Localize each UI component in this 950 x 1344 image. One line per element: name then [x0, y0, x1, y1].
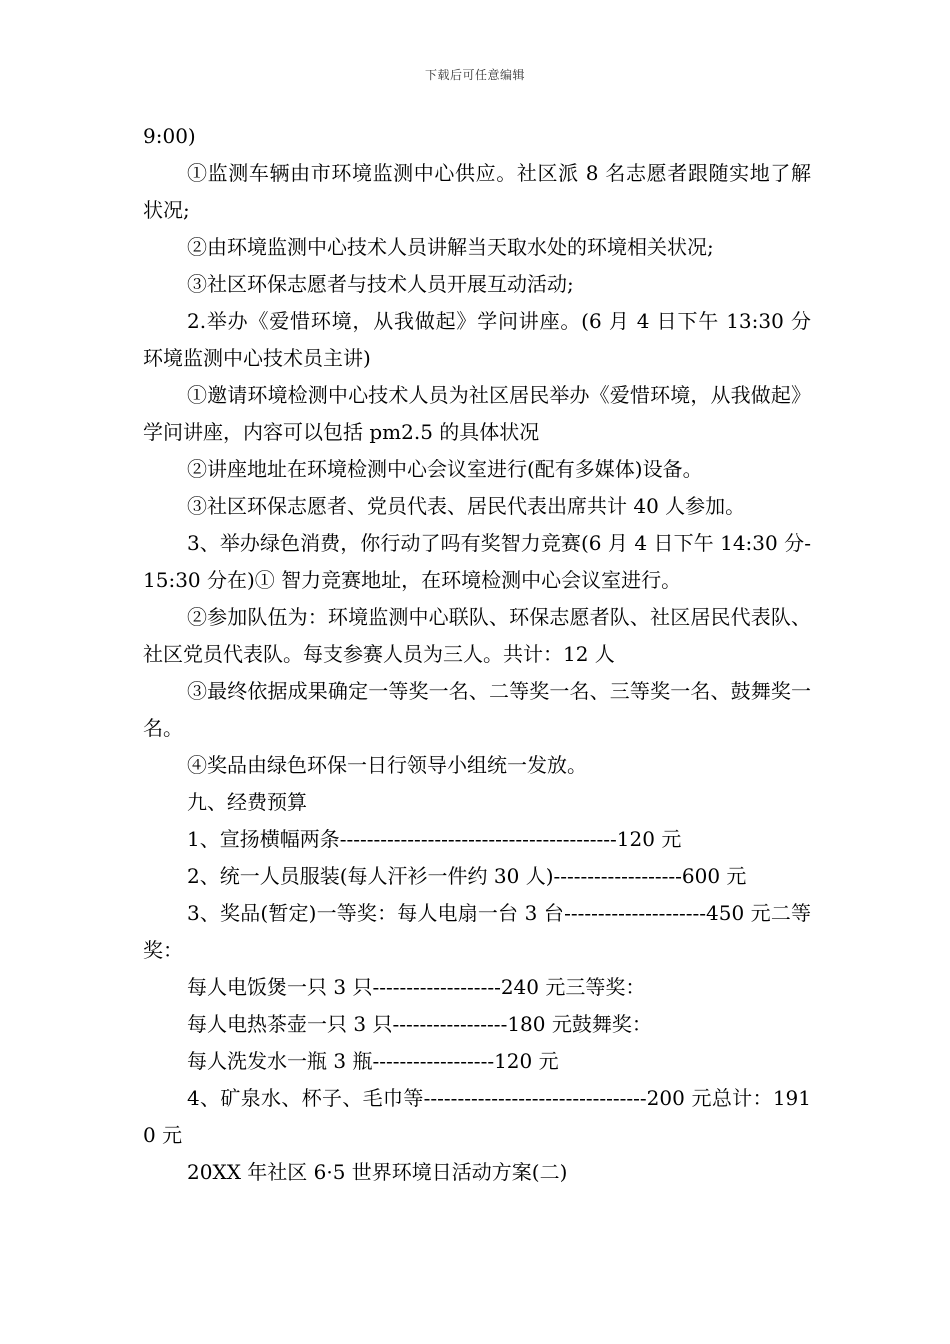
budget-item: 3、奖品(暂定)一等奖：每人电扇一台 3 台---------------------450 元二等奖：	[143, 901, 811, 962]
budget-item: 每人电饭煲一只 3 只-------------------240 元三等奖：	[187, 975, 646, 999]
section-heading: 九、经费预算	[187, 790, 307, 814]
paragraph: ②参加队伍为：环境监测中心联队、环保志愿者队、社区居民代表队、社区党员代表队。每支参赛人员为三人。共计：12 人	[143, 605, 811, 666]
paragraph: ②讲座地址在环境检测中心会议室进行(配有多媒体)设备。	[187, 457, 703, 481]
budget-item: 2、统一人员服装(每人汗衫一件约 30 人)-------------------600 元	[187, 864, 747, 888]
paragraph: ①邀请环境检测中心技术人员为社区居民举办《爱惜环境，从我做起》学问讲座，内容可以包括 pm2.5 的具体状况	[143, 383, 811, 444]
paragraph: ③社区环保志愿者、党员代表、居民代表出席共计 40 人参加。	[187, 494, 746, 518]
page-header: 下载后可任意编辑	[424, 68, 525, 82]
budget-item: 每人洗发水一瓶 3 瓶------------------120 元	[187, 1049, 559, 1073]
paragraph: 9:00)	[143, 124, 196, 148]
budget-item: 1、宣扬横幅两条-----------------------------------------120 元	[187, 827, 682, 851]
paragraph: ②由环境监测中心技术人员讲解当天取水处的环境相关状况;	[187, 235, 714, 259]
paragraph: ①监测车辆由市环境监测中心供应。社区派 8 名志愿者跟随实地了解状况;	[143, 161, 811, 222]
document-body	[143, 118, 811, 1191]
paragraph: ④奖品由绿色环保一日行领导小组统一发放。	[187, 753, 587, 777]
paragraph: ③社区环保志愿者与技术人员开展互动活动;	[187, 272, 574, 296]
paragraph: 2.举办《爱惜环境，从我做起》学问讲座。(6 月 4 日下午 13:30 分 环境监测中心技术员主讲)	[143, 309, 811, 370]
document-title: 20XX 年社区 6·5 世界环境日活动方案(二)	[187, 1160, 568, 1184]
budget-item: 4、矿泉水、杯子、毛巾等---------------------------------200 元总计：1910 元	[143, 1086, 811, 1147]
paragraph: 3、举办绿色消费，你行动了吗有奖智力竞赛(6 月 4 日下午 14:30 分-15:30 分在)① 智力竞赛地址，在环境检测中心会议室进行。	[143, 531, 811, 592]
paragraph: ③最终依据成果确定一等奖一名、二等奖一名、三等奖一名、鼓舞奖一名。	[143, 679, 811, 740]
budget-item: 每人电热茶壶一只 3 只-----------------180 元鼓舞奖：	[187, 1012, 652, 1036]
